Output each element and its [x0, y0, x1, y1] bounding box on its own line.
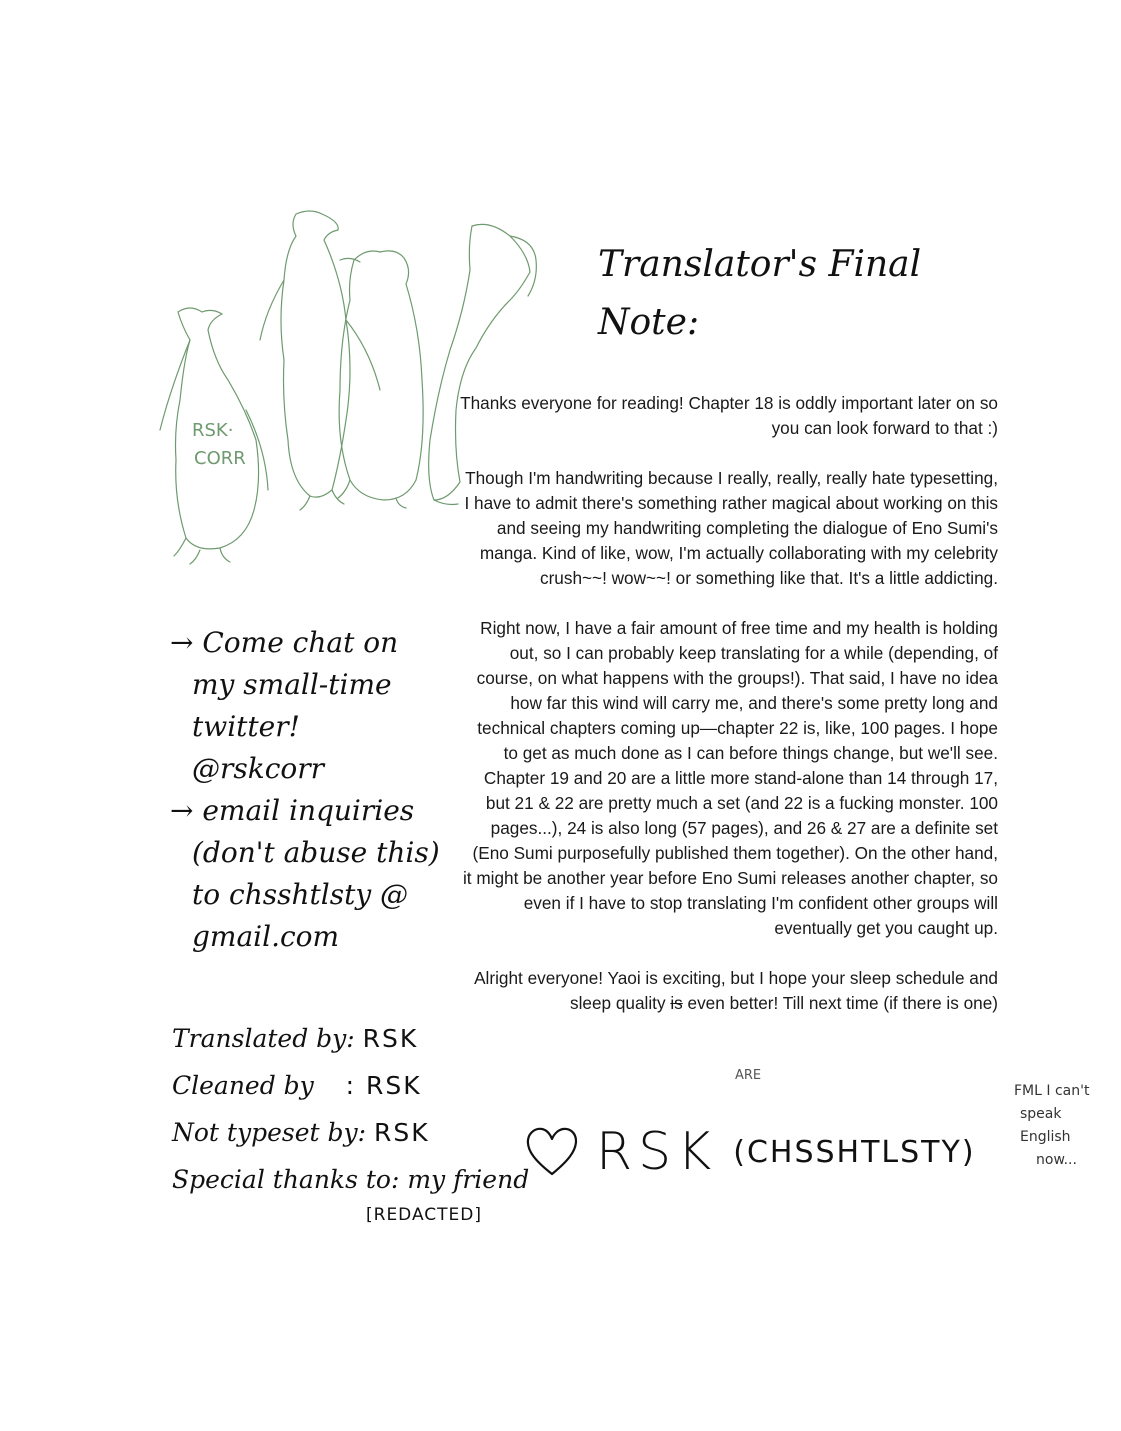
- penguin-sign-line1: RSK·: [192, 420, 234, 441]
- handwritten-correction: ARE: [735, 1068, 762, 1083]
- credit-typeset-value: RSK: [374, 1118, 430, 1147]
- paragraph-signoff: [460, 966, 998, 1016]
- margin-note-line4: now...: [1036, 1152, 1077, 1168]
- page-title: [598, 236, 921, 352]
- twitter-handle: @rskcorr: [192, 752, 325, 785]
- signoff-text-start: Alright everyone! Yaoi is exciting, but I hope your sleep schedule and sleep quality: [474, 968, 998, 1013]
- contact-line1: → Come chat on: [170, 626, 399, 659]
- penguin-sign-line2: CORR: [194, 448, 246, 469]
- signature-handle: (CHSSHTLSTY): [733, 1134, 976, 1170]
- penguin-sign-text: [192, 420, 246, 469]
- credit-typeset: [172, 1109, 529, 1156]
- struck-word: is: [670, 993, 683, 1013]
- credits: [172, 1015, 529, 1203]
- credit-typeset-label: Not typeset by:: [172, 1118, 367, 1147]
- margin-note-line3: English: [1020, 1129, 1071, 1145]
- credit-translated-value: RSK: [362, 1024, 419, 1053]
- contact-notes: [170, 622, 450, 958]
- credit-cleaned-value: : RSK: [345, 1071, 422, 1100]
- paragraph-thanks: Thanks everyone for reading! Chapter 18 is oddly important later on so you can look forward to that :): [460, 393, 998, 438]
- signoff-text-end: even better! Till next time (if there is one): [682, 993, 998, 1013]
- paragraph-handwriting: Though I'm handwriting because I really, really, really hate typesetting, I have to admit there's something rather magical about working on this and seeing my handwriting completing the dialogue of Eno Sumi's manga. Kind of like, wow, I'm actually collaborating with my celebrity crush~~! wow~~! or something like that. It's a little addicting.: [464, 468, 998, 588]
- redacted-name: [REDACTED]: [366, 1205, 483, 1225]
- signature: [524, 1122, 976, 1182]
- margin-note: [1014, 1080, 1089, 1172]
- note-body: [460, 391, 998, 1016]
- contact-line2: my small-time: [192, 668, 392, 701]
- margin-note-line2: speak: [1020, 1106, 1062, 1122]
- contact-line8: gmail.com: [192, 920, 340, 953]
- credit-cleaned: [172, 1062, 529, 1109]
- penguin-middle: [260, 211, 380, 510]
- heart-icon: [524, 1126, 580, 1178]
- credit-translated: [172, 1015, 529, 1062]
- title-line2: Note:: [598, 302, 700, 343]
- penguin-right: [338, 251, 423, 508]
- credit-thanks: [172, 1156, 529, 1203]
- margin-note-line1: FML I can't: [1014, 1083, 1090, 1099]
- credit-thanks-label: Special thanks to:: [172, 1165, 400, 1194]
- contact-line7: to chsshtlsty @: [192, 878, 409, 911]
- signature-name: RSK: [596, 1122, 718, 1182]
- credit-translated-label: Translated by:: [172, 1024, 355, 1053]
- title-line1: Translator's Final: [598, 244, 922, 285]
- paragraph-schedule: Right now, I have a fair amount of free time and my health is holding out, so I can probably keep translating for a while (depending, of course, on what happens with the groups!). That said, I have no idea how far this wind will carry me, and there's some pretty long and technical chapters coming up—chapter 22 is, like, 100 pages. I hope to get as much done as I can before things change, but we'll see. Chapter 19 and 20 are a little more stand-alone than 14 through 17, but 21 & 22 are pretty much a set (and 22 is a fucking monster. 100 pages...), 24 is also long (57 pages), and 26 & 27 are a definite set (Eno Sumi purposefully published them together). On the other hand, it might be another year before Eno Sumi releases another chapter, so even if I have to stop translating I'm confident other groups will eventually get you caught up.: [462, 618, 998, 938]
- credit-thanks-value: my friend: [407, 1165, 530, 1194]
- contact-line3: twitter!: [192, 710, 300, 743]
- contact-line5: → email inquiries: [170, 794, 415, 827]
- contact-line6: (don't abuse this): [192, 836, 440, 869]
- credit-cleaned-label: Cleaned by: [172, 1071, 314, 1100]
